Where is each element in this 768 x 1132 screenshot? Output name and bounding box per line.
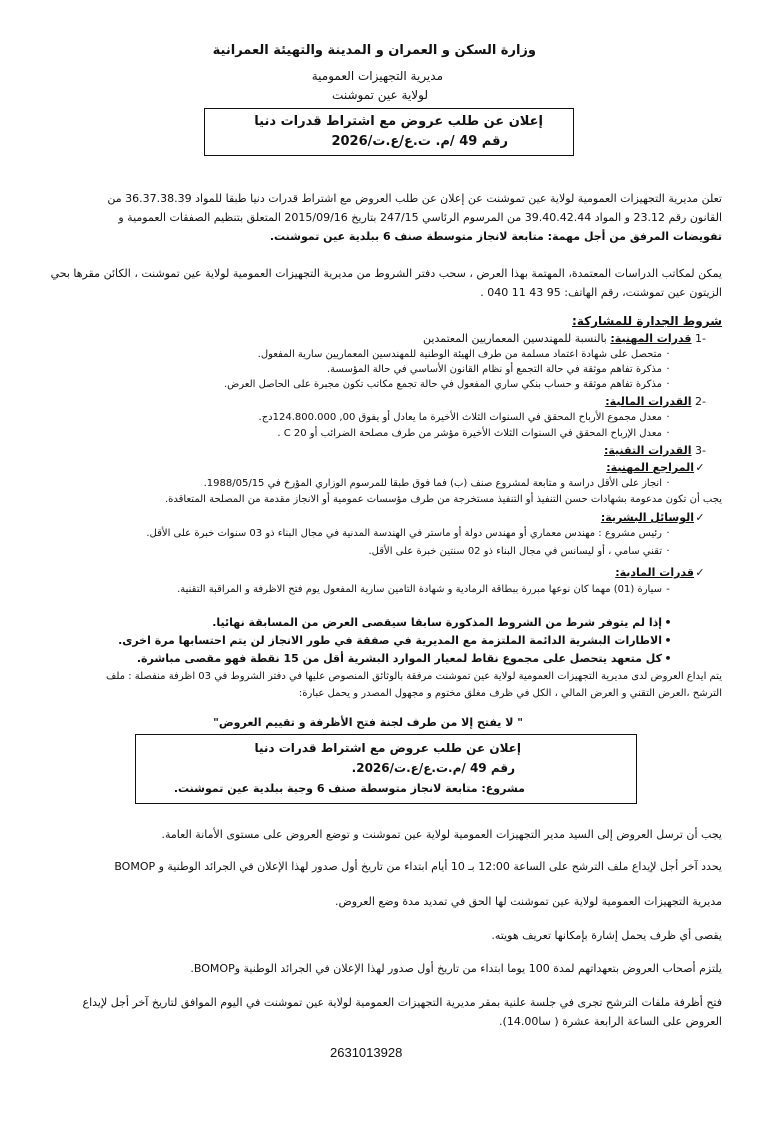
checkmark-icon: ✓: [695, 511, 705, 524]
withdraw-line: الزيتون عين تموشنت، رقم الهاتف: 95 43 11 040 .: [480, 286, 722, 299]
list-item: ·متحصل على شهادة اعتماد مسلمة من طرف الهيئة الوطنية للمهندسين المعماريين سارية المفعول.: [258, 349, 674, 360]
list-item: ·معدل مجموع الأرباح المحقق في السنوات الثلاث الأخيرة ما يعادل أو يفوق 00, 124.800.000دج.: [259, 412, 674, 423]
section-title: القدرات المالية:: [605, 395, 692, 408]
list-item: ·معدل الإرباح المحقق في السنوات الثلاث الأخيرة مؤشر من طرف مصلحة الضرائب أو C 20 .: [277, 428, 674, 439]
envelope-project: مشروع: متابعة لانجاز متوسطة صنف 6 وجبة ببلدية عين تموشنت.: [173, 782, 525, 795]
financial-section: [605, 395, 706, 408]
section-number: -1: [695, 332, 706, 345]
intro-line: تعلن مديرية التجهيزات العمومية لولاية عين تموشنت عن إعلان عن طلب العروض مع اشتراط قدرات دنيا طبقا للمواد 36.37.38.39 من: [107, 192, 722, 205]
envelope-title: إعلان عن طلب عروض مع اشتراط قدرات دنيا: [254, 741, 521, 755]
wilaya-name: لولاية عين تموشنت: [332, 88, 428, 102]
ministry-name: وزارة السكن و العمران و المدينة والتهيئة العمرانية: [212, 43, 536, 58]
deposit-line: يتم ايداع العروض لدى مديرية التجهيزات العمومية لولاية عين تموشنت مرفقة بالوثائق المنصوص عليها في دفتر الشروط في 03 اظرفة منفصلة : ملف: [106, 671, 722, 682]
bullet-icon: ·: [666, 528, 670, 539]
bullet-icon: ·: [666, 412, 670, 423]
list-item: -سيارة (01) مهما كان نوعها مبررة ببطاقة الرمادية و شهادة التامين سارية المفعول يوم فتح الاظرفة و المراقبة التقنية.: [177, 584, 674, 595]
section-number: -3: [695, 444, 706, 457]
technical-section: [604, 444, 706, 457]
intro-line: تفويضات المرفق من أجل مهمة: متابعة لانجاز متوسطة صنف 6 ببلدية عين تموشنت.: [269, 230, 722, 243]
rule-item: •كل متعهد يتحصل على مجموع نقاط لمعيار الموارد البشرية أقل من 15 نقطة فهو مقصى مباشرة.: [137, 652, 674, 665]
rule-item: •الاطارات البشرية الدائمة الملتزمة مع المديرية في صفقة في طور الانجاز لن يتم احتسابها مرة اخرى.: [118, 634, 674, 647]
envelope-number: رقم 49 /م.ت.ع/ع.ت/2026.: [351, 761, 515, 775]
deposit-line: الترشح ،العرض التقني و العرض المالي ، الكل في ظرف مغلق مختوم و مجهول المصدر و يحمل عبارة:: [298, 688, 722, 699]
footer-line: يقصى أي ظرف يحمل إشارة بإمكانها تعريف هويته.: [491, 929, 722, 942]
bullet-icon: ·: [666, 349, 670, 360]
bullet-icon: •: [664, 634, 672, 647]
list-item: ·انجاز على الأقل دراسة و متابعة لمشروع صنف (ب) فما فوق طبقا للمرسوم الوزاري المؤرخ في 1988/05/15.: [204, 478, 674, 489]
announcement-title: إعلان عن طلب عروض مع اشتراط قدرات دنيا: [254, 114, 543, 129]
list-item: ·تقني سامي ، أو ليسانس في مجال البناء ذو 02 سنتين خبرة على الأقل.: [368, 546, 674, 557]
opening-line: العروض على الساعة الرابعة عشرة ( سا14.00).: [499, 1015, 722, 1028]
list-item: ·رئيس مشروع : مهندس معماري أو مهندس دولة أو ماستر في الهندسة المدنية في مجال البناء ذو 03 سنوات خبرة على الأقل.: [146, 528, 674, 539]
human-resources-heading: ✓الوسائل البشرية:: [600, 511, 705, 524]
material-heading: ✓قدرات المادية:: [615, 566, 705, 579]
footer-line: يحدد آخر أجل لإيداع ملف الترشح على الساعة 12:00 بـ 10 أيام ابتداء من تاريخ أول صدور لهذا الإعلان في الجرائد الوطنية و BOMOP: [114, 860, 722, 873]
checkmark-icon: ✓: [695, 566, 705, 579]
announcement-number: رقم 49 /م. ت.ع/ع.ت/2026: [331, 134, 508, 149]
professional-section: [423, 332, 706, 345]
section-title: قدرات المهنية:: [610, 332, 692, 345]
list-item: ·مذكرة تفاهم موثقة و حساب بنكي ساري المفعول في حالة تجمع مكاتب تكون مجبرة على الحاصل العرض.: [224, 379, 674, 390]
bullet-icon: ·: [666, 546, 670, 557]
bullet-icon: •: [664, 652, 672, 665]
intro-line: القانون رقم 23.12 و المواد 39.40.42.44 من المرسوم الرئاسي 247/15 بتاريخ 2015/09/16 المتعلق بتنظيم الصفقات العمومية و: [118, 211, 722, 224]
footer-line: يجب أن ترسل العروض إلى السيد مدير التجهيزات العمومية لولاية عين تموشنت و توضع العروض على مستوى الأمانة العامة.: [161, 828, 722, 841]
bullet-icon: ·: [666, 428, 670, 439]
references-heading: ✓المراجع المهنية:: [606, 461, 705, 474]
rule-item: •إذا لم يتوفر شرط من الشروط المذكورة سابقا سيقصى العرض من المسابقة نهائيا.: [212, 616, 674, 629]
list-item: يجب أن تكون مدعومة بشهادات حسن التنفيذ أو التنفيذ مستخرجة من طرف مؤسسات عمومية أو الانجاز مقدمة من المصلحة المتعاقدة.: [164, 494, 722, 505]
envelope-notice: " لا يفتح إلا من طرف لجنة فتح الأظرفة و تقييم العروض": [213, 716, 523, 729]
bullet-icon: ·: [666, 478, 670, 489]
footer-line: يلتزم أصحاب العروض بتعهداتهم لمدة 100 يوما ابتداء من تاريخ أول صدور لهذا الإعلان في الجرائد الوطنية وBOMOP.: [190, 962, 722, 975]
withdraw-line: يمكن لمكاتب الدراسات المعتمدة، المهتمة بهذا العرض ، سحب دفتر الشروط من مديرية التجهيزات العمومية لولاية عين تموشنت ، الكائن مقرها بحي: [50, 267, 722, 280]
eligibility-heading: شروط الجدارة للمشاركة:: [572, 314, 722, 328]
bullet-icon: ·: [666, 364, 670, 375]
footer-line: مديرية التجهيزات العمومية لولاية عين تموشنت لها الحق في تمديد مدة وضع العروض.: [335, 895, 722, 908]
section-title: القدرات التقنية:: [603, 444, 692, 457]
reference-number: 2631013928: [330, 1045, 403, 1060]
directorate-name: مديرية التجهيزات العمومية: [311, 69, 443, 83]
bullet-icon: •: [664, 616, 672, 629]
section-number: -2: [695, 395, 706, 408]
bullet-icon: -: [666, 584, 670, 595]
opening-line: فتح أظرفة ملفات الترشح تجرى في جلسة علنية بمقر مديرية التجهيزات العمومية لولاية عين تموشنت في اليوم الموافق لتاريخ آخر أجل لإيداع: [82, 996, 722, 1009]
bullet-icon: ·: [666, 379, 670, 390]
section-note: بالنسبة للمهندسين المعماريين المعتمدين: [423, 332, 607, 345]
list-item: ·مذكرة تفاهم موثقة في حالة التجمع أو نظام القانون الأساسي في حالة المؤسسة.: [327, 364, 674, 375]
checkmark-icon: ✓: [695, 461, 705, 474]
